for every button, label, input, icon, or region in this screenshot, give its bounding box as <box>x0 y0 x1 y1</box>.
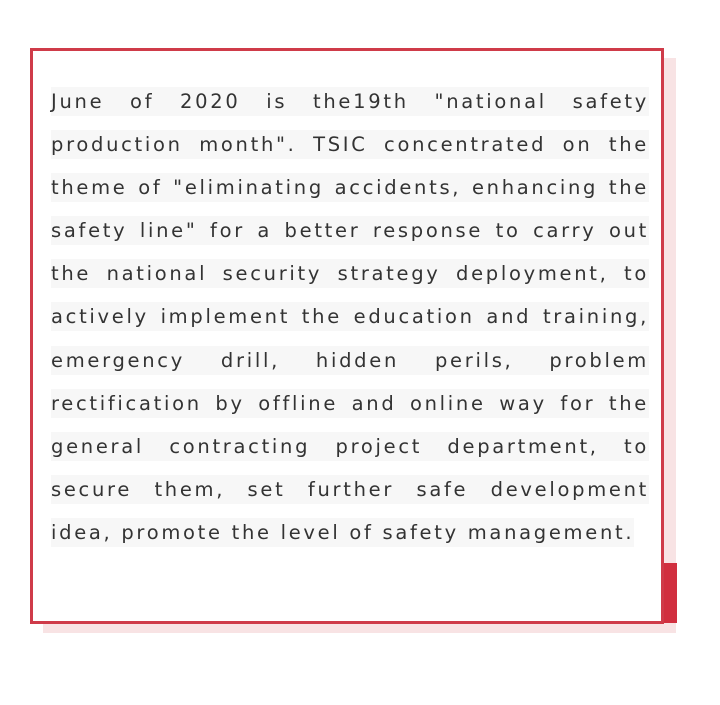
article-paragraph <box>51 80 649 554</box>
article-card <box>30 48 664 624</box>
article-paragraph-text: June of 2020 is the19th "national safety production month". TSIC concentrated on the theme of "eliminating accidents, enhancing the safety line" for a better response to carry out the national security strategy deployment, to actively implement the education and training, emergency drill, hidden perils, problem rectification by offline and online way for the general contracting project department, to secure them, set further safe development idea, promote the level of safety management. <box>51 87 649 547</box>
